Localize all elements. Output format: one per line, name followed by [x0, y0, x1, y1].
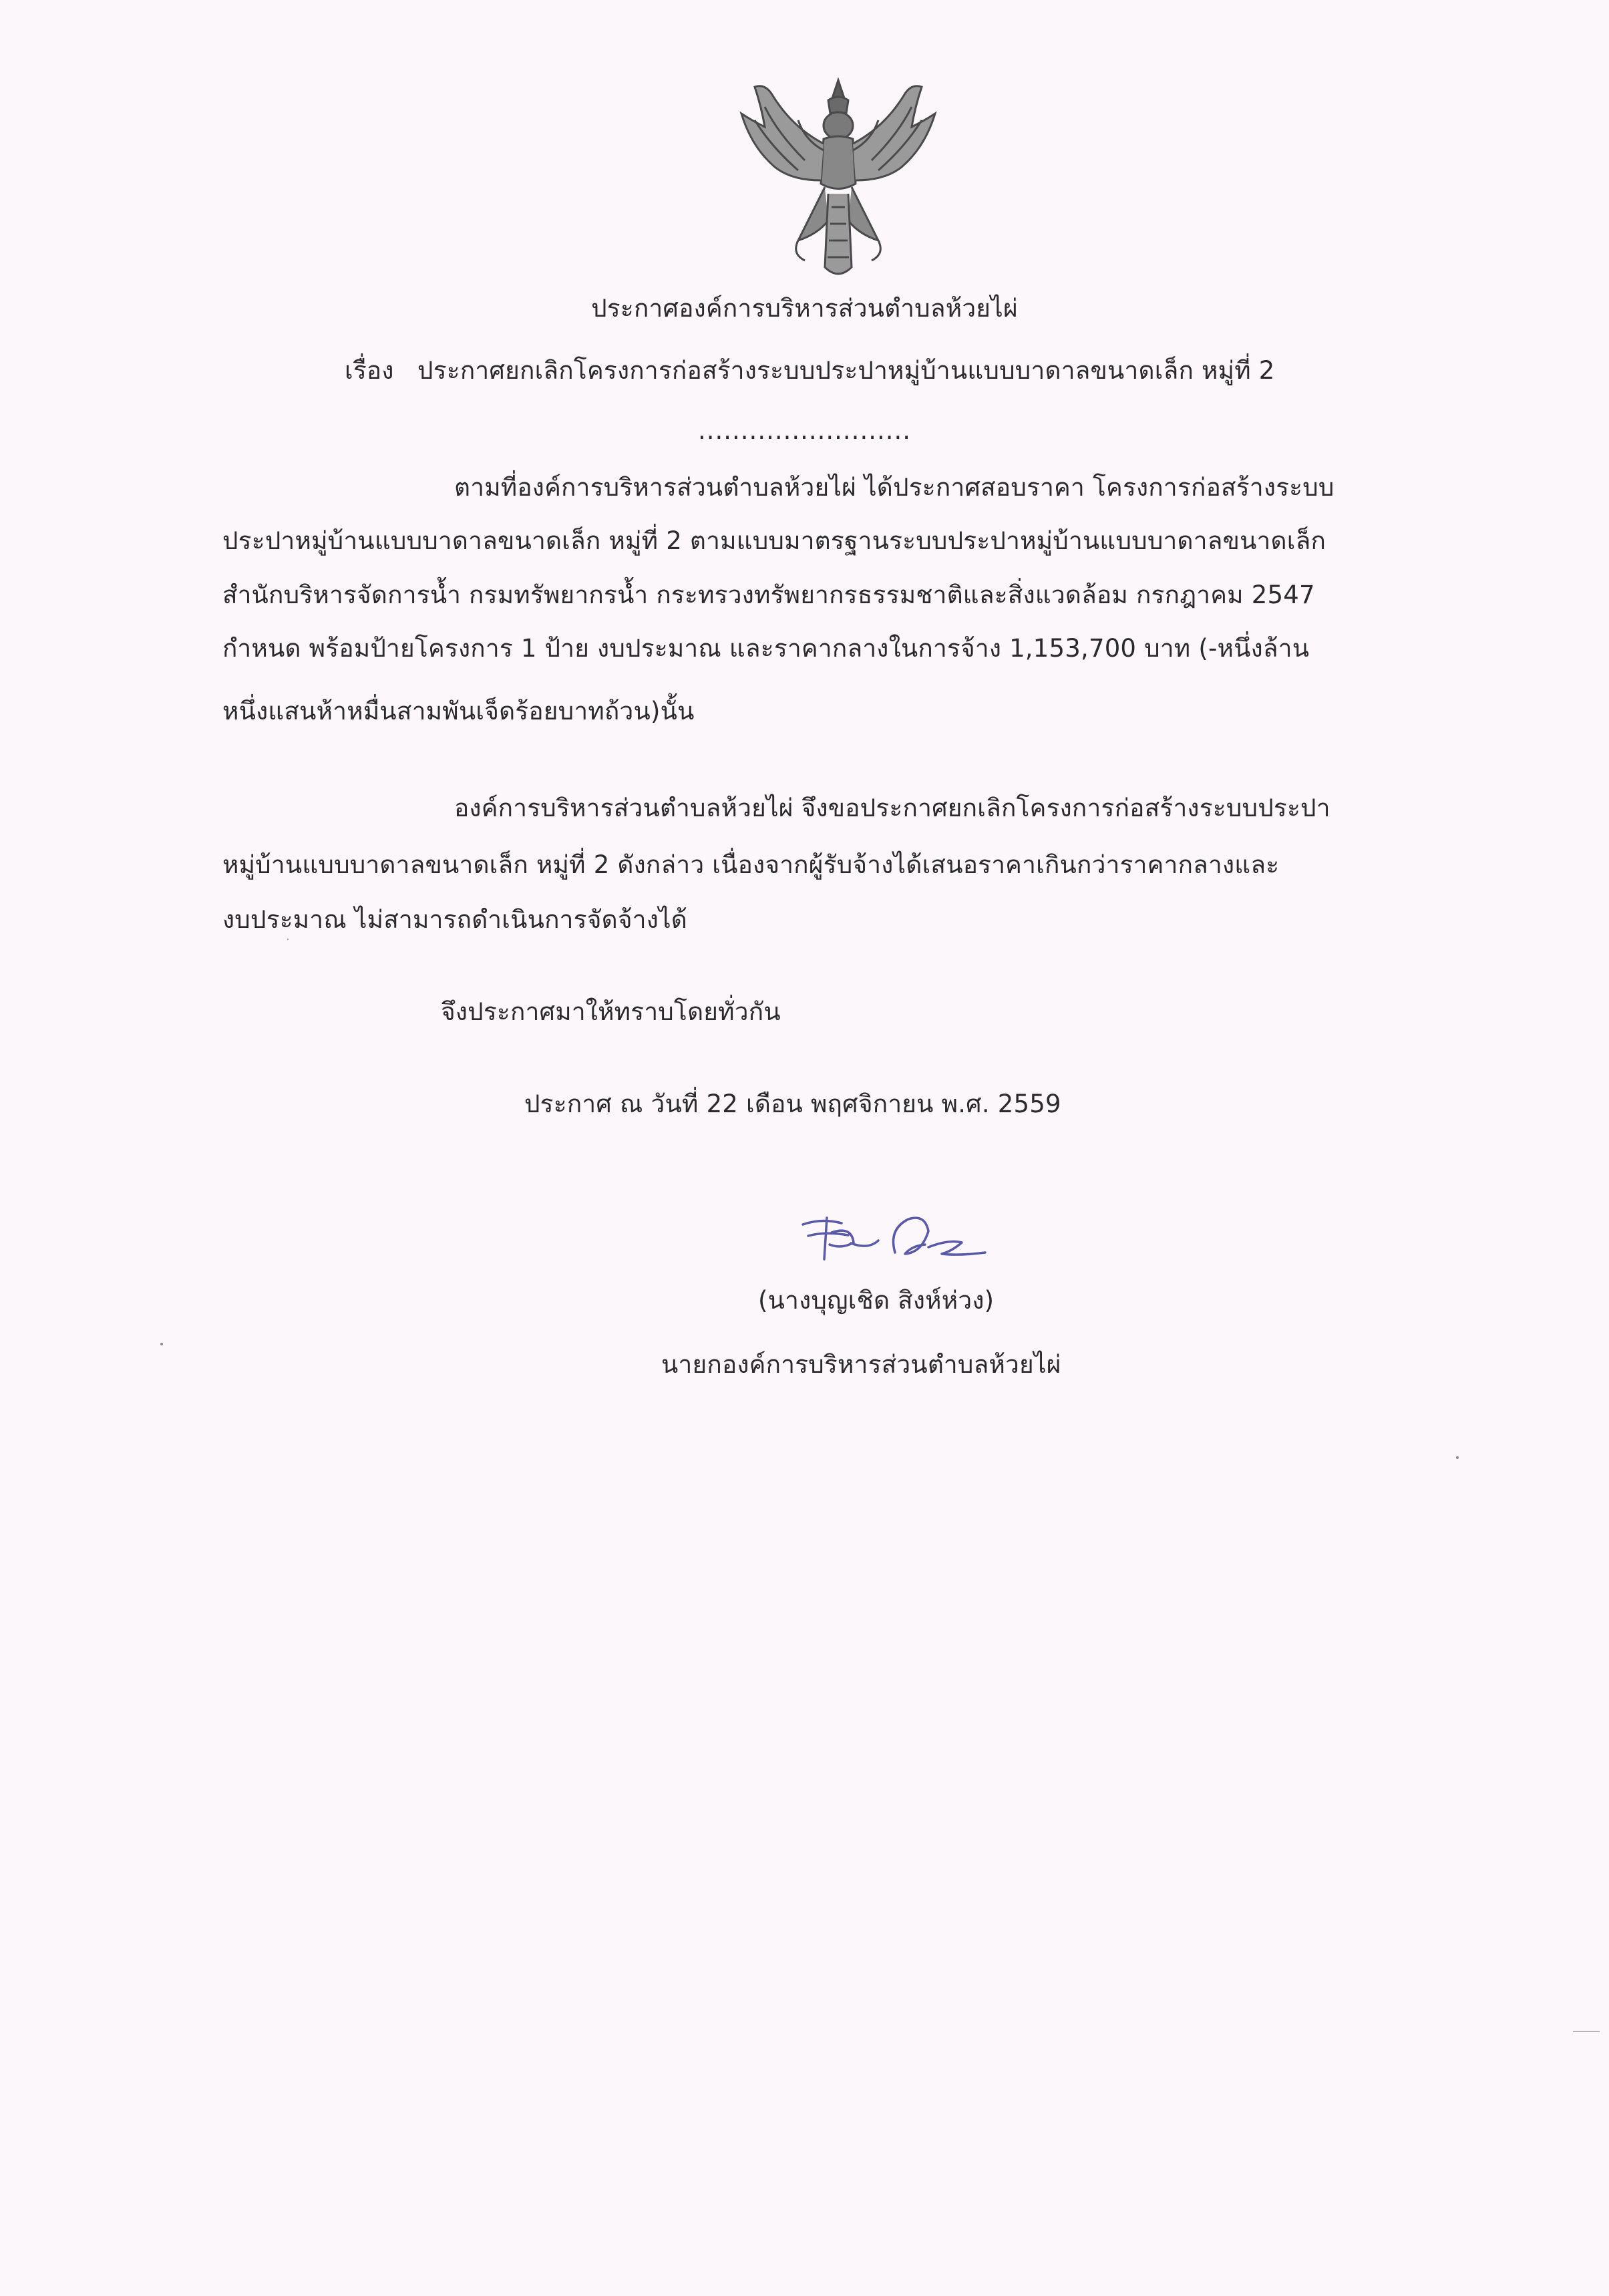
paragraph1-line: ตามที่องค์การบริหารส่วนตำบลห้วยไผ่ ได้ประกาศสอบราคา โครงการก่อสร้างระบบ: [454, 473, 1334, 502]
scan-edge-mark: [1573, 2031, 1600, 2032]
announcement-date: ประกาศ ณ วันที่ 22 เดือน พฤศจิกายน พ.ศ. 2559: [524, 1090, 1061, 1118]
subject-label: เรื่อง: [345, 356, 394, 385]
signatory-name: (นางบุญเชิด สิงห์ห่วง): [758, 1286, 995, 1315]
paragraph2-line: องค์การบริหารส่วนตำบลห้วยไผ่ จึงขอประกาศยกเลิกโครงการก่อสร้างระบบประปา: [454, 794, 1330, 822]
closing-text: จึงประกาศมาให้ทราบโดยทั่วกัน: [441, 997, 781, 1026]
paragraph1-line: สำนักบริหารจัดการน้ำ กรมทรัพยากรน้ำ กระทรวงทรัพยากรธรรมชาติและสิ่งแวดล้อม กรกฎาคม 2547: [222, 581, 1315, 609]
scan-speck: [287, 939, 289, 940]
subject-text: ประกาศยกเลิกโครงการก่อสร้างระบบประปาหมู่บ้านแบบบาดาลขนาดเล็ก หมู่ที่ 2: [417, 356, 1275, 385]
paragraph1-line: หนึ่งแสนห้าหมื่นสามพันเจ็ดร้อยบาทถ้วน)นั้น: [222, 697, 695, 725]
paragraph1-line: ประปาหมู่บ้านแบบบาดาลขนาดเล็ก หมู่ที่ 2 ตามแบบมาตรฐานระบบประปาหมู่บ้านแบบบาดาลขนาดเล็ก: [222, 526, 1326, 555]
garuda-emblem-icon: [725, 67, 952, 294]
org-title: ประกาศองค์การบริหารส่วนตำบลห้วยไผ่: [591, 294, 1018, 323]
paragraph2-line: งบประมาณ ไม่สามารถดำเนินการจัดจ้างได้: [222, 905, 687, 934]
scan-speck: [160, 1343, 163, 1345]
paragraph2-line: หมู่บ้านแบบบาดาลขนาดเล็ก หมู่ที่ 2 ดังกล่าว เนื่องจากผู้รับจ้างได้เสนอราคาเกินกว่าราคากลางและ: [222, 850, 1280, 879]
separator: .........................: [697, 416, 912, 445]
scan-speck: [1456, 1456, 1459, 1459]
signature-mark: [795, 1206, 1009, 1279]
paragraph1-line: กำหนด พร้อมป้ายโครงการ 1 ป้าย งบประมาณ และราคากลางในการจ้าง 1,153,700 บาท (-หนึ่งล้าน: [222, 634, 1310, 663]
signatory-position: นายกองค์การบริหารส่วนตำบลห้วยไผ่: [661, 1350, 1061, 1379]
